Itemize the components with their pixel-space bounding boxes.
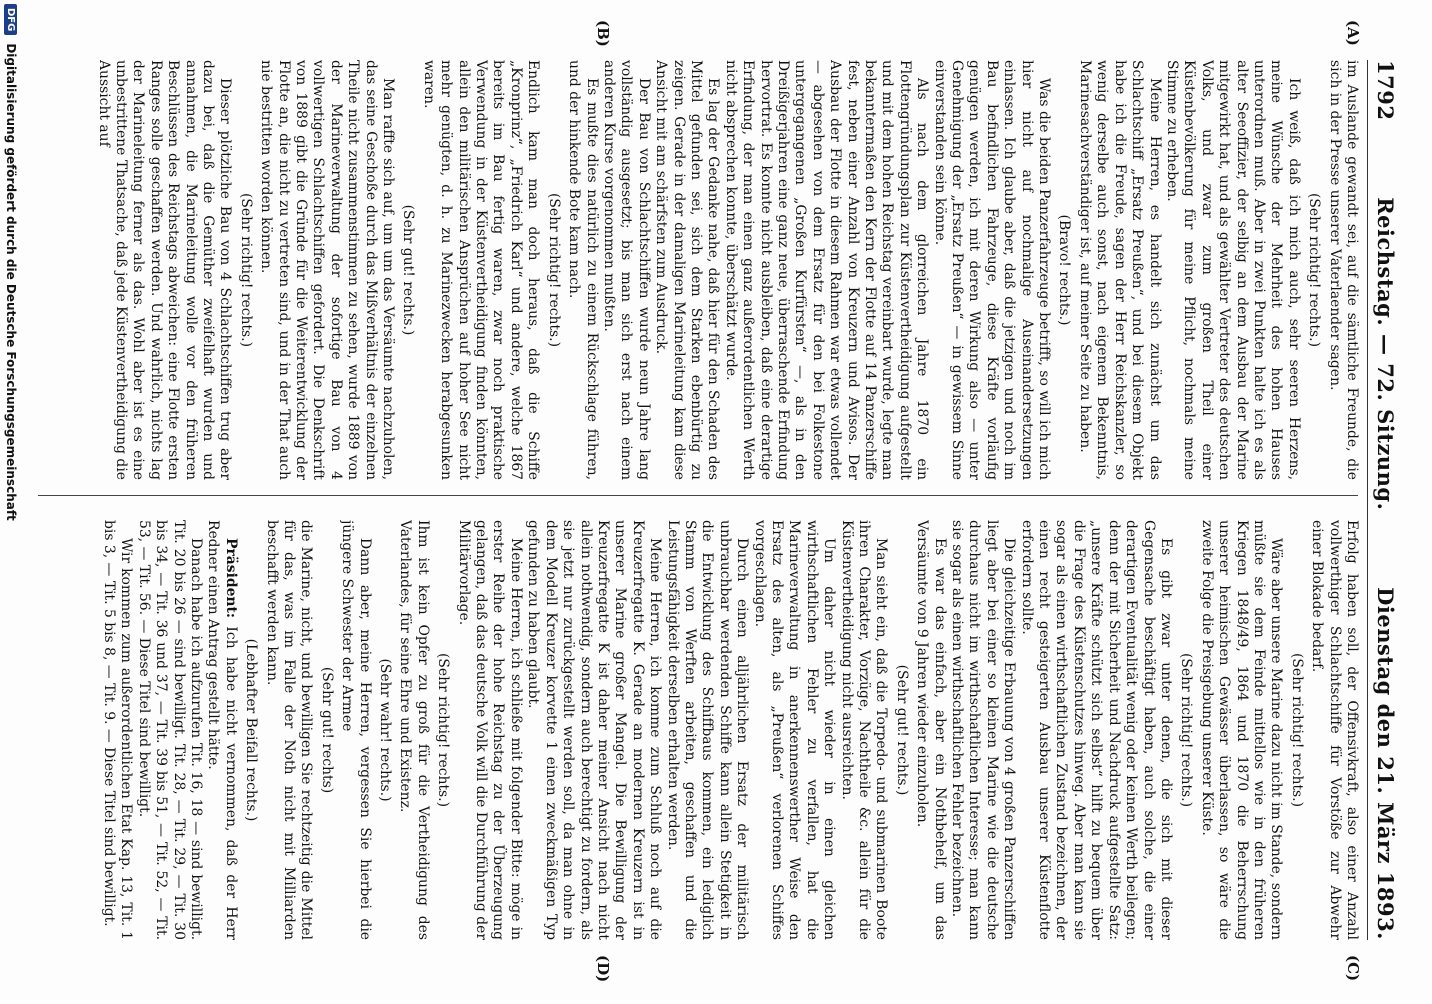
paragraph: Was die beiden Panzerfahrzeuge betrifft, so will ich mich hier nicht auf nochmalige Auseinandersetzungen einlassen. Ich glaube aber, daß die jetzigen und noch im Bau befindlichen Fahrzeuge, diese Kräfte vorläufig genügen werden, ich mit deren Wirkung also — unter Genehmigung der „Ersatz Preußen“ — in gewissem Sinne einverstanden sein könne.: [931, 60, 1053, 480]
interjection: (Sehr gut! rechts.): [400, 204, 417, 336]
paragraph: Endlich kam man doch heraus, daß die Schiffe „Kronprinz“, „Friedrich Karl“ und andere, welche 1867 bereits im Bau fertig waren, zwar noch praktische Verwendung in der Küstenvertheidigung finden könnten, allein den militärischen Ansprüchen auf hoher See nicht mehr genügten, d. h. zu Marinezwecken herabgesunken waren.: [420, 60, 542, 480]
left-column: [40, 60, 1360, 480]
interjection: (Sehr richtig! rechts.): [545, 192, 562, 347]
paragraph: Wäre aber unsere Marine dazu nicht im Stande, sondern müßte sie dem Feinde mittellos wie in den früheren Kriegen 1848/49, 1864 und 1870 die Beherrschung unserer heimischen Gewässer überlassen, so wäre die zweite Folge die Preisgebung unserer Küste.: [1198, 520, 1285, 940]
paragraph: Erfolg haben soll, der Offensivkraft, also einer Anzahl vollwerthiger Schlachtschiffe für Vorstöße zur Abwehr einer Blokade bedarf.: [1309, 520, 1360, 940]
paragraph: Ihm ist kein Opfer zu groß für die Vertheidigung des Vaterlandes, für seine Ehre und Existenz.: [397, 520, 431, 940]
margin-mark-a: (A): [1344, 20, 1362, 46]
header-rule: [1367, 60, 1368, 940]
interjection: (Sehr gut! rechts.): [893, 664, 910, 796]
paragraph: Präsident: Ich habe nicht vernommen, daß der Herr Redner einen Antrag gestellt hätte.: [205, 520, 239, 940]
paragraph: Wir kommen zum außerordentlichen Etat Kap. 13, Tit. 1 bis 3, — Tit. 5 bis 8, — Tit. 9. — Diese Titel sind bewilligt.: [100, 520, 135, 940]
paragraph: Meine Herren, ich schließe mit folgender Bitte: möge in erster Reihe der hohe Reichstag zu der Überzeugung gelangen, daß das deutsche Volk will die Durchführung der Militärvorlage.: [455, 520, 524, 940]
margin-mark-d: (D): [594, 955, 612, 983]
paragraph: Der Bau von Schlachtschiffen wurde neun Jahre lang vollständig ausgesetzt; bis man sich erst nach einem anderen Kurse vorgenommen mußten.: [600, 60, 652, 480]
paragraph: Man sieht ein, daß die Torpedo- und submarinen Boote ihren Charakter, Vorzüge, Nachtheile &c. allein für die Küstenvertheidigung nicht ausreichten.: [838, 520, 890, 940]
paragraph: Danach habe ich aufzurufen Tit. 16, 18 — sind bewilligt. Tit. 20 bis 26 — sind bewilligt. Tit. 28, — Tit. 29, — Tit. 30 bis 34, — Tit. 36 und 37, — Tit. 39 bis 51, — Tit. 52, — Tit. 53, — Tit. 56. — Diese Titel sind bewilligt.: [135, 520, 204, 940]
margin-mark-c: (C): [1344, 955, 1362, 982]
paragraph: Meine Herren, es handelt sich zunächst um das Schlachtschiff „Ersatz Preußen“, und bei diesem Objekt habe ich die Freude, sagen der Herr Reichskanzler, so wenig derselbe auch sonst, nach eigenem Bekenntnis, Marinesachverständiger ist, auf meiner Seite zu haben.: [1076, 60, 1163, 480]
interjection: (Lebhafter Beifall rechts.): [243, 638, 260, 822]
funding-note: Digitalisierung gefördert durch die Deutsche Forschungsgemeinschaft: [4, 43, 18, 521]
paragraph: Ich weiß, daß ich mich auch, sehr seeren Herzens, meine Wünsche der Mehrheit des hohen Hauses unterordnen muß. Aber in zwei Punkten halte ich es als alter Seeoffizier, der selbig an dem Ausbau der Marine mitgewirkt hat, und als gewählter Vertreter des deutschen Volks, und zwar zum großen Theil einer Küstenbevölkerung für meine Pflicht, nochmals meine Stimme zu erheben.: [1163, 60, 1302, 480]
footer: [0, 0, 22, 1004]
interjection: (Sehr richtig! rechts.): [1306, 192, 1323, 347]
column-divider: [38, 495, 1358, 496]
paragraph: Durch einen alljährlichen Ersatz der militärisch unbrauchbar werdenden Schiffe kann allein Stetigkeit in die Entwicklung des Schiffbaus kommen, ein lediglich Stamm von Werften arbeiten, geschaffen und die Leistungsfähigkeit derselben erhalten werden.: [664, 520, 751, 940]
paragraph: Es war das einfach, aber ein Nothbehelf, um das Versäumte von 9 Jahren wieder einzuholen.: [914, 520, 948, 940]
paragraph: Dieser plötzliche Bau von 4 Schlachtschiffen trug aber dazu bei, daß die Gemüther zweifelhaft wurden und annahmen, die Marineleitung wolle vor den früheren Beschlüssen des Reichstags abweichen: eine Flotte ersten Ranges solle geschaffen werden. Und wahrlich, nichts lag der Marineleitung ferner als das. Wohl aber ist es eine unbestrittene Thatsache, daß jede Küstenvertheidigung die Aussicht auf: [95, 60, 234, 480]
interjection: (Sehr gut! rechts): [318, 666, 335, 794]
right-column: [40, 520, 1360, 940]
session-title: Reichstag. — 72. Sitzung.: [1373, 197, 1398, 511]
interjection: (Sehr richtig! rechts.): [237, 192, 254, 347]
paragraph: Es mußte dies natürlich zu einem Rückschlage führen, und der hinkende Bote kam nach.: [566, 60, 600, 480]
page-header: [1372, 60, 1398, 940]
interjection: (Sehr richtig! rechts.): [1178, 652, 1195, 807]
session-date: Dienstag den 21. März 1893.: [1373, 587, 1398, 940]
paragraph: Man raffte sich auf, um um das Versäumte nachzuholen, das seine Geschoße durch das Mißverhältnis der einzelnen Theile nicht zusammenstimmen zu sehen, wurde 1889 von der Marineverwaltung der sofortige Bau von 4 vollwertigen Schlachtschiffen gefordert. Die Denkschrift von 1889 gibt die Gründe für die Weiterentwicklung der Flotte an, die nicht zu vertreten sind, und in der That auch nie bestritten worden können.: [258, 60, 397, 480]
paragraph: Es lag der Gedanke nahe, daß hier für den Schaden des Mittel gefunden sei, sich dem Starken ebenbürtig zu zeigen. Gerade in der damaligen Marineleitung kam diese Ansicht mit am schärfsten zum Ausdruck.: [653, 60, 722, 480]
interjection: (Sehr richtig! rechts.): [435, 652, 452, 807]
dfg-logo: DFG: [5, 4, 18, 35]
interjection: (Sehr wahr! rechts.): [377, 658, 394, 802]
paragraph: Dann aber, meine Herren, vergessen Sie hierbei die jüngere Schwester der Armee: [339, 520, 373, 940]
paragraph: Es gibt zwar unter denen, die sich mit dieser Gegensache beschäftigt haben, auch solche, die einer derartigen Eventualität wenig oder keinen Werth beilegen; denn der mit Sicherheit und Nachdruck aufgestellte Satz: „unsere Kräfte schützt sich selbst“ hilft zu bequem über die Frage des Küstenschutzes hinweg. Aber man kann sie sogar als einen wirthschaftlichen Zustand bezeichnen, der einen recht gesteigerten Ausbau unserer Küstenflotte erfordern sollte.: [1018, 520, 1174, 940]
margin-mark-b: (B): [594, 20, 612, 47]
interjection: (Bravo! rechts.): [1056, 214, 1073, 326]
paragraph: Meine Herren, ich komme zum Schluß noch auf die Kreuzerfregatte K. Gerade an modernen Kreuzern ist in unserer Marine großer Mangel. Die Bewilligung der Kreuzerfregatte K ist daher meiner Ansicht nach nicht allein nothwendig, sondern auch berechtigt zu fordern, als sie jetzt nur zurückgestellt werden soll, da man ohne in dem Modell Kreuzer korvette 1 einen zweckmäßigen Typ gefunden zu haben glaubt.: [525, 520, 664, 940]
paragraph: Als nach dem glorreichen Jahre 1870 ein Flottengründungsplan zur Küstenvertheidigung aufgestellt und mit dem hohen Reichstag vereinbart wurde, legte man bekanntermaßen den Kern der Flotte auf 14 Panzerschiffe fest, neben einer Anzahl von Kreuzern und Avisos. Der Ausbau der Flotte in diesem Rahmen war etwas vollendet — abgesehen von dem Ersatz für den bei Folkestone untergegangenen „Großen Kurfürsten“ —, als in den Dreißigerjahren eine ganz neue, überraschende Erfindung hervortrat. Es konnte nicht ausbleiben, daß eine derartige Erfindung, der man einen ganz außerordentlichen Werth nicht absprechen konnte, überschätzt wurde.: [722, 60, 931, 480]
page-number: 1792: [1373, 60, 1398, 121]
paragraph: Die gleichzeitige Erbauung von 4 großen Panzerschiffen liegt aber bei einer so kleinen Marine wie die deutsche durchaus nicht im wirthschaftlichen Interesse; man kann sie sogar als einen wirthschaftlichen Fehler bezeichnen.: [949, 520, 1018, 940]
paragraph: im Auslande gewandt sei, auf die sämtliche Freunde, die sich in der Presse unserer Vaterlaender sagen.: [1326, 60, 1360, 480]
interjection: (Sehr richtig! rechts.): [1288, 652, 1305, 807]
paragraph: die Marine, nicht, und bewilligen Sie rechtzeitig die Mittel für das, was im Falle der Noth nicht mit Milliarden beschafft werden kann.: [263, 520, 315, 940]
paragraph: Um daher nicht wieder in einen gleichen wirthschaftlichen Fehler zu verfallen, hat die Marineverwaltung in anerkennenswerther Weise den Ersatz des alten, als „Preußen“ verlorenen Schiffes vorgeschlagen.: [751, 520, 838, 940]
